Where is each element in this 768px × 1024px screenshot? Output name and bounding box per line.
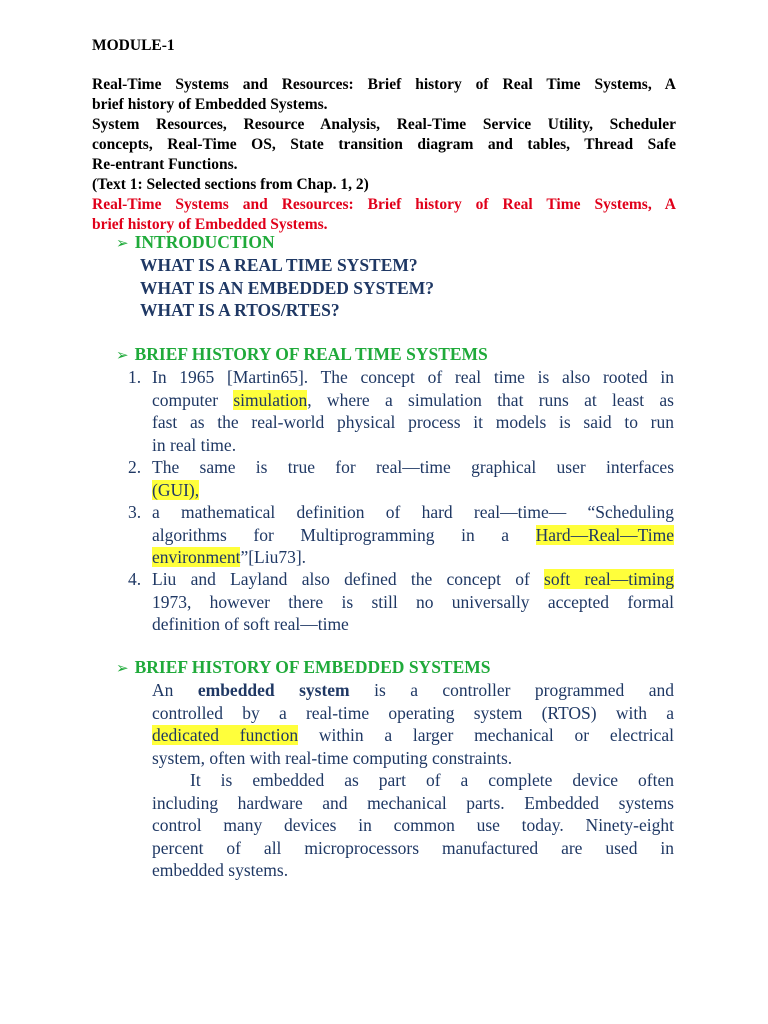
syllabus-line: brief history of Embedded Systems. (92, 96, 328, 113)
list-line: in real time. (152, 434, 237, 455)
syllabus-line: Re-entrant Functions. (92, 156, 238, 173)
paragraph-line: control many devices in common use today. Ninety-eight (152, 815, 674, 835)
list-number: 3. (128, 502, 142, 522)
list-line: In 1965 [Martin65]. The concept of real time is also rooted in (152, 367, 674, 387)
list-line: fast as the real-world physical process it models is said to run (152, 412, 674, 432)
list-line: 1973, however there is still no universally accepted formal (152, 591, 674, 612)
question-3: WHAT IS A RTOS/RTES? (140, 300, 340, 320)
paragraph-line: It is embedded as part of a complete device often (190, 770, 674, 790)
paragraph-line: dedicated function within a larger mechanical or electrical (152, 725, 674, 745)
module-title: MODULE-1 (92, 37, 175, 54)
highlighted-term: Hard—Real—Time (535, 524, 674, 545)
list-line: environment”[Liu73]. (152, 547, 307, 567)
list-item-2 (152, 456, 674, 501)
red-topic-line: brief history of Embedded Systems. (92, 216, 328, 233)
list-line: a mathematical definition of hard real—time— “Scheduling (152, 502, 674, 522)
heading-text: INTRODUCTION (134, 232, 275, 252)
highlighted-term: dedicated function (152, 725, 299, 745)
highlighted-term: simulation (233, 389, 308, 410)
syllabus-paragraph (92, 75, 676, 235)
paragraph-line: An embedded system is a controller programmed and (152, 680, 674, 700)
list-item-4 (152, 568, 674, 636)
syllabus-line: (Text 1: Selected sections from Chap. 1, 2) (92, 176, 369, 193)
list-line: computer simulation, where a simulation that runs at least as (152, 389, 674, 410)
syllabus-line: concepts, Real-Time OS, State transition diagram and tables, Thread Safe (92, 136, 676, 153)
highlighted-term: (GUI), (152, 479, 200, 500)
highlighted-term: soft real—timing (544, 569, 674, 589)
embedded-history-heading (116, 656, 491, 679)
list-number: 1. (128, 367, 142, 387)
red-topic-line: Real-Time Systems and Resources: Brief history of Real Time Systems, A (92, 196, 676, 213)
question-1: WHAT IS A REAL TIME SYSTEM? (140, 255, 418, 275)
heading-text: BRIEF HISTORY OF REAL TIME SYSTEMS (134, 344, 488, 364)
list-item-3 (152, 501, 674, 569)
list-line: Liu and Layland also defined the concept of soft real—timing (152, 569, 674, 589)
rts-history-heading (116, 343, 488, 366)
introduction-heading (116, 231, 275, 254)
question-2: WHAT IS AN EMBEDDED SYSTEM? (140, 278, 434, 298)
list-line: definition of soft real—time (152, 614, 349, 634)
highlighted-term: environment (152, 547, 241, 567)
list-number: 2. (128, 457, 142, 477)
list-item-1 (152, 366, 674, 456)
arrow-bullet-icon: ➢ (116, 234, 129, 252)
list-line (152, 479, 674, 502)
list-line: The same is true for real—time graphical user interfaces (152, 457, 674, 477)
paragraph-line: system, often with real-time computing constraints. (152, 747, 513, 768)
embedded-paragraph-1 (152, 679, 674, 769)
paragraph-line: embedded systems. (152, 860, 289, 880)
bold-term: embedded system (197, 680, 350, 700)
embedded-paragraph-2 (152, 769, 674, 882)
list-line: algorithms for Multiprogramming in a Hard—Real—Time (152, 524, 674, 545)
syllabus-line: System Resources, Resource Analysis, Real-Time Service Utility, Scheduler (92, 116, 676, 133)
arrow-bullet-icon: ➢ (116, 346, 129, 364)
paragraph-line: percent of all microprocessors manufactured are used in (152, 837, 674, 858)
arrow-bullet-icon: ➢ (116, 659, 129, 677)
list-number: 4. (128, 569, 142, 589)
heading-text: BRIEF HISTORY OF EMBEDDED SYSTEMS (134, 657, 491, 677)
syllabus-line: Real-Time Systems and Resources: Brief history of Real Time Systems, A (92, 76, 676, 93)
paragraph-line: controlled by a real-time operating system (RTOS) with a (152, 702, 674, 723)
paragraph-line: including hardware and mechanical parts. Embedded systems (152, 792, 674, 813)
